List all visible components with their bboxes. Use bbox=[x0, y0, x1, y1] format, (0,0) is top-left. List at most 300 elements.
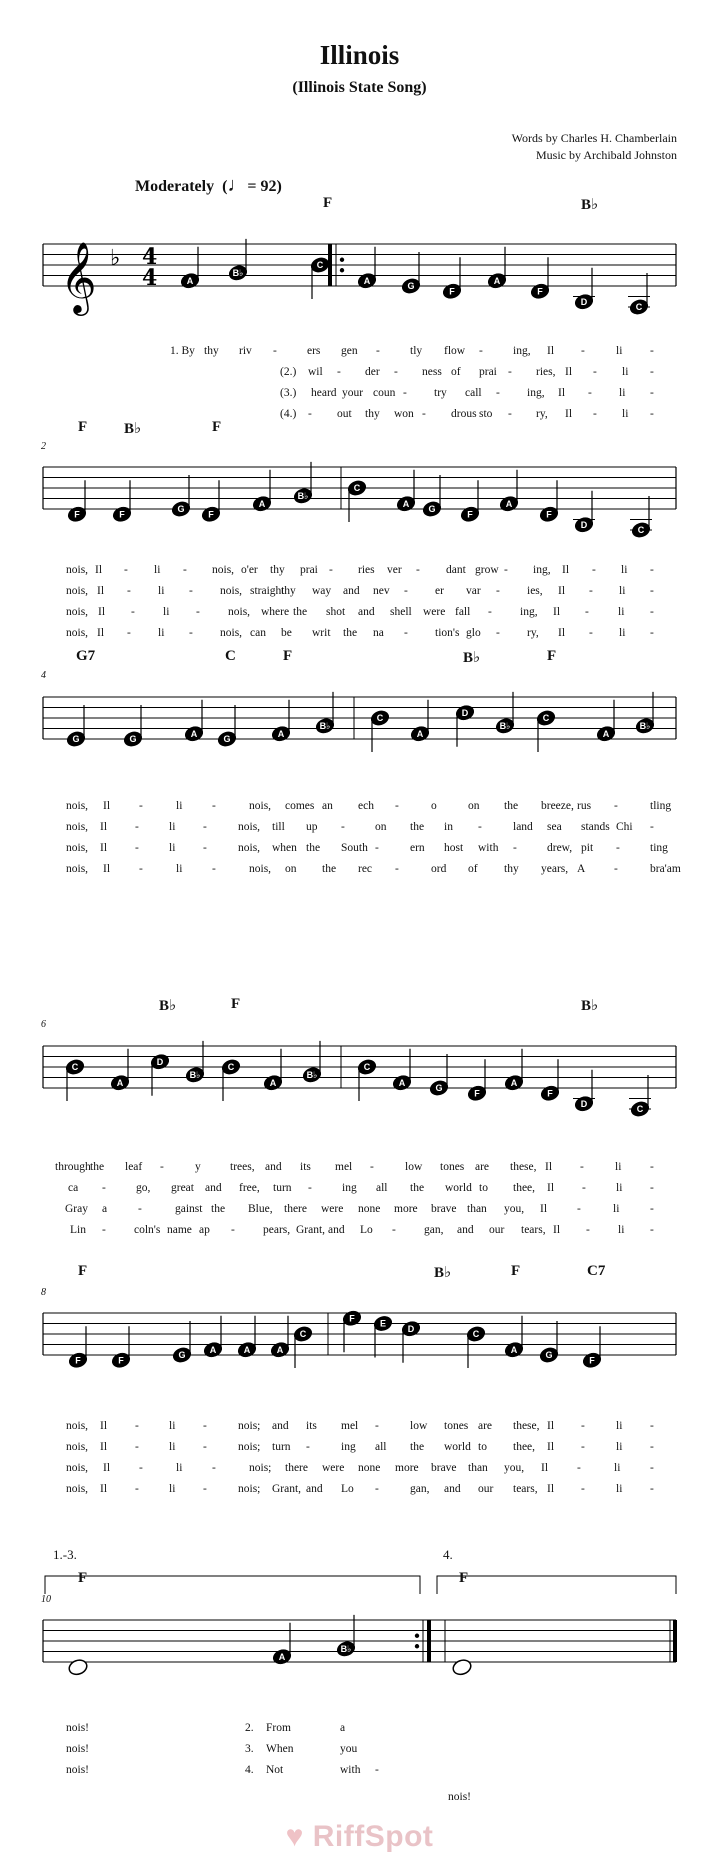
lyric-syllable: - bbox=[616, 842, 620, 854]
first-ending-bracket bbox=[45, 1576, 420, 1594]
measure-number: 10 bbox=[41, 1594, 51, 1605]
lyric-syllable: the bbox=[504, 800, 519, 812]
lyric-syllable: are bbox=[475, 1161, 490, 1173]
brand-name: RiffSpot bbox=[312, 1820, 434, 1853]
lyric-syllable: - bbox=[127, 585, 131, 597]
lyric-syllable: - bbox=[124, 564, 128, 576]
lyric-syllable: - bbox=[375, 1420, 379, 1432]
lyric-syllable: you, bbox=[504, 1203, 525, 1215]
lyric-syllable: free, bbox=[239, 1182, 260, 1194]
lyric-syllable: ries bbox=[358, 564, 375, 576]
lyric-syllable: won bbox=[394, 408, 414, 420]
lyric-syllable: - bbox=[588, 387, 592, 399]
lyric-syllable: - bbox=[582, 1182, 586, 1194]
lyric-syllable: li bbox=[614, 1462, 621, 1474]
lyric-syllable: nois, bbox=[66, 1462, 89, 1474]
lyric-syllable: - bbox=[496, 585, 500, 597]
lyric-syllable: - bbox=[376, 345, 380, 357]
lyric-syllable: (4.) bbox=[280, 408, 297, 420]
lyric-syllable: - bbox=[329, 564, 333, 576]
lyric-syllable: - bbox=[395, 863, 399, 875]
lyric-syllable: - bbox=[375, 1483, 379, 1495]
chord-symbol: F bbox=[283, 648, 293, 664]
note-letter-label: A bbox=[416, 728, 424, 739]
lyric-syllable: out bbox=[337, 408, 352, 420]
lyric-syllable: name bbox=[167, 1224, 192, 1236]
lyric-syllable: - bbox=[403, 387, 407, 399]
lyric-syllable: rec bbox=[358, 863, 373, 875]
lyric-syllable: ies, bbox=[527, 585, 543, 597]
note-letter-label: A bbox=[243, 1344, 251, 1355]
lyric-syllable: breeze, bbox=[541, 800, 574, 812]
lyric-syllable: coun bbox=[373, 387, 396, 399]
lyric-syllable: through bbox=[55, 1161, 91, 1173]
lyric-syllable: er bbox=[435, 585, 444, 597]
repeat-dot bbox=[415, 1634, 419, 1638]
lyric-syllable: leaf bbox=[125, 1161, 143, 1173]
time-signature-numerator: 4 bbox=[142, 244, 158, 270]
chord-symbol: B♭ bbox=[581, 197, 599, 213]
note-letter-label: G bbox=[177, 504, 185, 515]
lyric-syllable: thy bbox=[270, 564, 285, 576]
final-thick-barline bbox=[673, 1620, 677, 1662]
lyric-syllable: - bbox=[581, 345, 585, 357]
lyric-syllable: - bbox=[375, 1764, 379, 1776]
lyric-syllable: Il bbox=[100, 1441, 108, 1453]
lyric-syllable: - bbox=[135, 1441, 139, 1453]
lyric-syllable: thee, bbox=[513, 1441, 536, 1453]
lyric-syllable: nois! bbox=[66, 1764, 89, 1776]
note-letter-label: F bbox=[349, 1313, 355, 1324]
time-signature-denominator: 4 bbox=[142, 265, 158, 291]
lyric-syllable: an bbox=[322, 800, 333, 812]
note-letter-label: C bbox=[637, 525, 645, 536]
note-letter-label: A bbox=[116, 1077, 124, 1088]
lyric-syllable: tly bbox=[410, 345, 423, 357]
note-letter-label: D bbox=[580, 296, 588, 307]
lyric-syllable: - bbox=[650, 585, 654, 597]
lyric-syllable: ca bbox=[68, 1182, 79, 1194]
note-letter-label: C bbox=[542, 713, 550, 724]
lyric-syllable: Not bbox=[266, 1764, 284, 1776]
lyric-syllable: mel bbox=[335, 1161, 353, 1173]
note-letter-label: A bbox=[190, 728, 198, 739]
lyric-syllable: li bbox=[176, 1462, 183, 1474]
note-letter-label: G bbox=[428, 504, 436, 515]
lyric-syllable: were bbox=[322, 1462, 345, 1474]
lyric-syllable: ting bbox=[650, 842, 668, 854]
lyric-syllable: nois, bbox=[66, 821, 89, 833]
riffspot-logo bbox=[0, 1820, 719, 1854]
lyric-syllable: straight bbox=[250, 585, 285, 597]
song-subtitle: (Illinois State Song) bbox=[292, 79, 427, 96]
lyric-syllable: - bbox=[127, 627, 131, 639]
lyric-syllable: on bbox=[468, 800, 480, 812]
lyric-syllable: when bbox=[272, 842, 297, 854]
lyric-syllable: - bbox=[203, 821, 207, 833]
note-letter-label: F bbox=[119, 509, 125, 520]
lyric-syllable: - bbox=[394, 366, 398, 378]
lyric-syllable: li bbox=[158, 627, 165, 639]
chord-symbol: F bbox=[547, 648, 557, 664]
lyric-syllable: drous bbox=[451, 408, 477, 420]
note-letter-label: B♭ bbox=[232, 268, 244, 279]
lyric-syllable: nois, bbox=[66, 863, 89, 875]
lyric-syllable: Il bbox=[100, 1420, 108, 1432]
note-letter-label: G bbox=[223, 734, 231, 745]
lyric-syllable: heard bbox=[311, 387, 337, 399]
lyric-syllable: nev bbox=[373, 585, 390, 597]
lyric-syllable: to bbox=[478, 1441, 487, 1453]
lyric-syllable: bra'am bbox=[650, 863, 681, 875]
lyric-syllable: be bbox=[281, 627, 292, 639]
note-letter-label: A bbox=[510, 1077, 518, 1088]
lyric-syllable: - bbox=[650, 1182, 654, 1194]
note-letter-label: D bbox=[461, 707, 469, 718]
lyric-syllable: coln's bbox=[134, 1224, 161, 1236]
lyric-syllable: - bbox=[650, 1462, 654, 1474]
lyric-syllable: gan, bbox=[410, 1483, 430, 1495]
lyric-syllable: - bbox=[577, 1462, 581, 1474]
lyric-syllable: Il bbox=[553, 1224, 561, 1236]
lyric-syllable: its bbox=[306, 1420, 317, 1432]
lyric-syllable: ver bbox=[387, 564, 402, 576]
chord-symbol: F bbox=[323, 195, 333, 211]
lyric-syllable: nois, bbox=[238, 842, 261, 854]
lyric-syllable: ing, bbox=[527, 387, 545, 399]
lyric-syllable: From bbox=[266, 1722, 291, 1734]
lyric-syllable: nois, bbox=[66, 842, 89, 854]
lyric-syllable: (3.) bbox=[280, 387, 297, 399]
chord-symbol: B♭ bbox=[434, 1265, 452, 1281]
lyric-syllable: Il bbox=[565, 408, 573, 420]
lyric-syllable: - bbox=[508, 408, 512, 420]
lyric-syllable: and bbox=[343, 585, 360, 597]
lyric-syllable: Lin bbox=[70, 1224, 86, 1236]
lyric-syllable: Il bbox=[97, 585, 105, 597]
lyric-syllable: - bbox=[650, 387, 654, 399]
lyric-syllable: these, bbox=[513, 1420, 540, 1432]
lyric-syllable: a bbox=[340, 1722, 346, 1734]
lyric-syllable: - bbox=[614, 863, 618, 875]
lyric-syllable: nois, bbox=[228, 606, 251, 618]
lyric-syllable: Il bbox=[103, 800, 111, 812]
lyric-syllable: stands bbox=[581, 821, 610, 833]
lyric-syllable: and bbox=[358, 606, 375, 618]
lyric-syllable: - bbox=[513, 842, 517, 854]
first-ending-label: 1.-3. bbox=[53, 1547, 77, 1562]
lyric-syllable: Lo bbox=[341, 1483, 354, 1495]
lyric-syllable: turn bbox=[272, 1441, 291, 1453]
lyric-syllable: li bbox=[176, 863, 183, 875]
lyric-syllable: try bbox=[434, 387, 447, 399]
lyric-syllable: nois, bbox=[66, 627, 89, 639]
lyric-syllable: thy bbox=[365, 408, 380, 420]
lyric-syllable: in bbox=[444, 821, 453, 833]
lyric-syllable: - bbox=[650, 564, 654, 576]
lyric-syllable: our bbox=[489, 1224, 505, 1236]
lyric-syllable: fall bbox=[455, 606, 471, 618]
note-letter-label: F bbox=[589, 1355, 595, 1366]
lyric-syllable: - bbox=[650, 366, 654, 378]
lyric-syllable: none bbox=[358, 1462, 381, 1474]
lyric-syllable: li bbox=[613, 1203, 620, 1215]
lyric-syllable: - bbox=[586, 1224, 590, 1236]
note-letter-label: A bbox=[505, 498, 513, 509]
lyric-syllable: turn bbox=[273, 1182, 292, 1194]
lyric-syllable: li bbox=[616, 1483, 623, 1495]
lyric-syllable: nois, bbox=[66, 606, 89, 618]
lyric-syllable: - bbox=[650, 606, 654, 618]
lyric-syllable: li bbox=[621, 564, 628, 576]
lyric-syllable: low bbox=[410, 1420, 428, 1432]
repeat-dot bbox=[340, 258, 344, 262]
lyric-syllable: - bbox=[273, 345, 277, 357]
lyric-syllable: - bbox=[231, 1224, 235, 1236]
note-letter-label: B♭ bbox=[639, 721, 651, 732]
note-letter-label: C bbox=[363, 1062, 371, 1073]
lyric-syllable: riv bbox=[239, 345, 252, 357]
lyric-syllable: nois, bbox=[249, 863, 272, 875]
lyric-syllable: sto bbox=[479, 408, 493, 420]
note-letter-label: A bbox=[510, 1344, 518, 1355]
note-letter-label: A bbox=[258, 498, 266, 509]
lyric-syllable: - bbox=[404, 585, 408, 597]
repeat-thick-barline bbox=[427, 1620, 431, 1662]
lyricist-credit: Words by Charles H. Chamberlain bbox=[511, 131, 677, 145]
chord-symbol: G7 bbox=[76, 648, 96, 664]
lyric-syllable: - bbox=[592, 564, 596, 576]
lyric-syllable: li bbox=[616, 345, 623, 357]
note-letter-label: B♭ bbox=[189, 1070, 201, 1081]
lyric-syllable: where bbox=[261, 606, 290, 618]
chord-symbol: C7 bbox=[587, 1263, 606, 1279]
lyric-syllable: - bbox=[135, 842, 139, 854]
lyric-syllable: up bbox=[306, 821, 318, 833]
note-letter-label: F bbox=[75, 1662, 81, 1673]
lyric-syllable: till bbox=[272, 821, 285, 833]
note-letter-label: C bbox=[316, 260, 324, 271]
note-letter-label: A bbox=[186, 275, 194, 286]
note-letter-label: F bbox=[74, 509, 80, 520]
lyric-syllable: 2. bbox=[245, 1722, 254, 1734]
lyric-syllable: nois, bbox=[66, 1420, 89, 1432]
lyric-syllable: - bbox=[135, 1420, 139, 1432]
lyric-syllable: flow bbox=[444, 345, 466, 357]
lyric-syllable: and bbox=[306, 1483, 323, 1495]
lyric-syllable: Grant, bbox=[272, 1483, 302, 1495]
lyric-syllable: - bbox=[650, 627, 654, 639]
lyric-syllable: tling bbox=[650, 800, 672, 812]
note-letter-label: F bbox=[459, 1662, 465, 1673]
lyric-syllable: thy bbox=[281, 585, 296, 597]
lyric-syllable: the bbox=[90, 1161, 105, 1173]
lyric-syllable: Il bbox=[100, 821, 108, 833]
lyric-syllable: nois! bbox=[66, 1743, 89, 1755]
chord-symbol: F bbox=[212, 419, 222, 435]
composer-credit: Music by Archibald Johnston bbox=[536, 148, 677, 162]
lyric-syllable: pears, bbox=[263, 1224, 291, 1236]
lyric-syllable: comes bbox=[285, 800, 315, 812]
lyric-syllable: - bbox=[189, 585, 193, 597]
lyric-syllable: our bbox=[478, 1483, 494, 1495]
note-letter-label: C bbox=[472, 1329, 480, 1340]
note-letter-label: G bbox=[72, 734, 80, 745]
lyric-syllable: dant bbox=[446, 564, 466, 576]
note-letter-label: G bbox=[178, 1350, 186, 1361]
lyric-syllable: - bbox=[212, 863, 216, 875]
note-letter-label: D bbox=[580, 519, 588, 530]
lyric-syllable: Il bbox=[547, 345, 555, 357]
lyric-syllable: ing, bbox=[520, 606, 538, 618]
lyric-syllable: - bbox=[160, 1161, 164, 1173]
chord-symbol: F bbox=[511, 1263, 521, 1279]
note-letter-label: B♭ bbox=[499, 721, 511, 732]
lyric-syllable: nois, bbox=[66, 585, 89, 597]
lyric-syllable: - bbox=[508, 366, 512, 378]
lyric-syllable: - bbox=[131, 606, 135, 618]
note-letter-label: A bbox=[493, 275, 501, 286]
note-letter-label: C bbox=[376, 713, 384, 724]
note-letter-label: A bbox=[209, 1344, 217, 1355]
lyric-syllable: li bbox=[169, 1483, 176, 1495]
lyric-syllable: li bbox=[176, 800, 183, 812]
lyric-syllable: li bbox=[618, 1224, 625, 1236]
lyric-syllable: Il bbox=[547, 1420, 555, 1432]
lyric-syllable: the bbox=[306, 842, 321, 854]
lyric-syllable: - bbox=[479, 345, 483, 357]
guitar-pick-icon: ♥ bbox=[285, 1820, 304, 1853]
lyric-syllable: the bbox=[410, 1182, 425, 1194]
lyric-syllable: of bbox=[468, 863, 478, 875]
lyric-syllable: - bbox=[102, 1182, 106, 1194]
lyric-syllable: its bbox=[300, 1161, 311, 1173]
lyric-syllable: on bbox=[375, 821, 387, 833]
lyric-syllable: - bbox=[496, 627, 500, 639]
note-letter-label: F bbox=[537, 286, 543, 297]
lyric-syllable: and bbox=[444, 1483, 461, 1495]
lyric-syllable: Il bbox=[541, 1462, 549, 1474]
lyric-syllable: - bbox=[375, 842, 379, 854]
lyric-syllable: - bbox=[135, 1483, 139, 1495]
lyric-syllable: nois; bbox=[249, 1462, 272, 1474]
lyric-syllable: Blue, bbox=[248, 1203, 273, 1215]
lyric-syllable: were bbox=[321, 1203, 344, 1215]
lyric-syllable: 1. By bbox=[170, 345, 195, 357]
lyric-syllable: tion's bbox=[435, 627, 460, 639]
song-title: Illinois bbox=[319, 40, 400, 70]
lyric-syllable: Lo bbox=[360, 1224, 373, 1236]
lyric-syllable: gan, bbox=[424, 1224, 444, 1236]
lyric-syllable: ing, bbox=[533, 564, 551, 576]
lyric-syllable: shell bbox=[390, 606, 412, 618]
lyric-syllable: tones bbox=[440, 1161, 465, 1173]
tempo-text: Moderately bbox=[135, 178, 215, 195]
lyric-syllable: - bbox=[650, 1483, 654, 1495]
lyric-syllable: - bbox=[370, 1161, 374, 1173]
lyric-syllable: li bbox=[622, 366, 629, 378]
lyric-syllable: nois, bbox=[220, 627, 243, 639]
lyric-syllable: a bbox=[102, 1203, 108, 1215]
lyric-syllable: li bbox=[619, 627, 626, 639]
lyric-syllable: Il bbox=[558, 585, 566, 597]
lyric-syllable: - bbox=[203, 1483, 207, 1495]
lyric-syllable: ry, bbox=[536, 408, 548, 420]
lyric-syllable: thy bbox=[204, 345, 219, 357]
note-letter-label: A bbox=[602, 728, 610, 739]
lyric-syllable: these, bbox=[510, 1161, 537, 1173]
lyric-syllable: Il bbox=[545, 1161, 553, 1173]
lyric-syllable: nois, bbox=[238, 821, 261, 833]
lyric-syllable: wil bbox=[308, 366, 323, 378]
note-letter-label: F bbox=[546, 509, 552, 520]
lyric-syllable: writ bbox=[312, 627, 331, 639]
note-letter-label: D bbox=[407, 1323, 415, 1334]
lyric-syllable: prai bbox=[479, 366, 497, 378]
note-letter-label: F bbox=[547, 1088, 553, 1099]
lyric-syllable: the bbox=[410, 1441, 425, 1453]
lyric-syllable: your bbox=[342, 387, 364, 399]
lyric-syllable: the bbox=[322, 863, 337, 875]
lyric-syllable: - bbox=[422, 408, 426, 420]
note-letter-label: G bbox=[435, 1083, 443, 1094]
lyric-syllable: Grant, bbox=[296, 1224, 326, 1236]
lyric-syllable: world bbox=[444, 1441, 471, 1453]
note-letter-label: C bbox=[299, 1329, 307, 1340]
note-letter-label: F bbox=[474, 1088, 480, 1099]
lyric-syllable: ing bbox=[342, 1182, 357, 1194]
lyric-syllable: there bbox=[285, 1462, 308, 1474]
lyric-syllable: - bbox=[102, 1224, 106, 1236]
lyric-syllable: Il bbox=[103, 863, 111, 875]
note-letter-label: A bbox=[269, 1077, 277, 1088]
measure-number: 6 bbox=[41, 1019, 46, 1030]
lyric-syllable: - bbox=[580, 1161, 584, 1173]
lyric-syllable: - bbox=[196, 606, 200, 618]
chord-symbol: B♭ bbox=[124, 421, 142, 437]
lyric-syllable: go, bbox=[136, 1182, 151, 1194]
lyric-syllable: - bbox=[650, 1203, 654, 1215]
lyric-syllable: the bbox=[211, 1203, 226, 1215]
lyric-syllable: brave bbox=[431, 1462, 457, 1474]
lyric-syllable: tears, bbox=[513, 1483, 538, 1495]
lyric-syllable: - bbox=[589, 585, 593, 597]
lyric-syllable: all bbox=[375, 1441, 387, 1453]
lyric-syllable: are bbox=[478, 1420, 493, 1432]
lyric-syllable: (2.) bbox=[280, 366, 297, 378]
lyric-syllable: li bbox=[616, 1441, 623, 1453]
lyric-syllable: - bbox=[478, 821, 482, 833]
lyric-syllable: the bbox=[343, 627, 358, 639]
lyric-syllable: - bbox=[138, 1203, 142, 1215]
lyric-syllable: - bbox=[581, 1420, 585, 1432]
lyric-syllable: Il bbox=[100, 842, 108, 854]
second-ending-bracket bbox=[437, 1576, 676, 1594]
lyric-syllable: ap bbox=[199, 1224, 210, 1236]
lyric-syllable: - bbox=[650, 408, 654, 420]
lyric-syllable: der bbox=[365, 366, 380, 378]
note-letter-label: A bbox=[363, 275, 371, 286]
note-letter-label: A bbox=[276, 1344, 284, 1355]
lyric-syllable: li bbox=[163, 606, 170, 618]
lyric-syllable: - bbox=[139, 1462, 143, 1474]
lyric-syllable: li bbox=[615, 1161, 622, 1173]
lyric-syllable: nois! bbox=[66, 1722, 89, 1734]
lyric-syllable: glo bbox=[466, 627, 481, 639]
chord-symbol: F bbox=[78, 1570, 88, 1586]
lyric-syllable: gen bbox=[341, 345, 358, 357]
lyric-syllable: ries, bbox=[536, 366, 556, 378]
